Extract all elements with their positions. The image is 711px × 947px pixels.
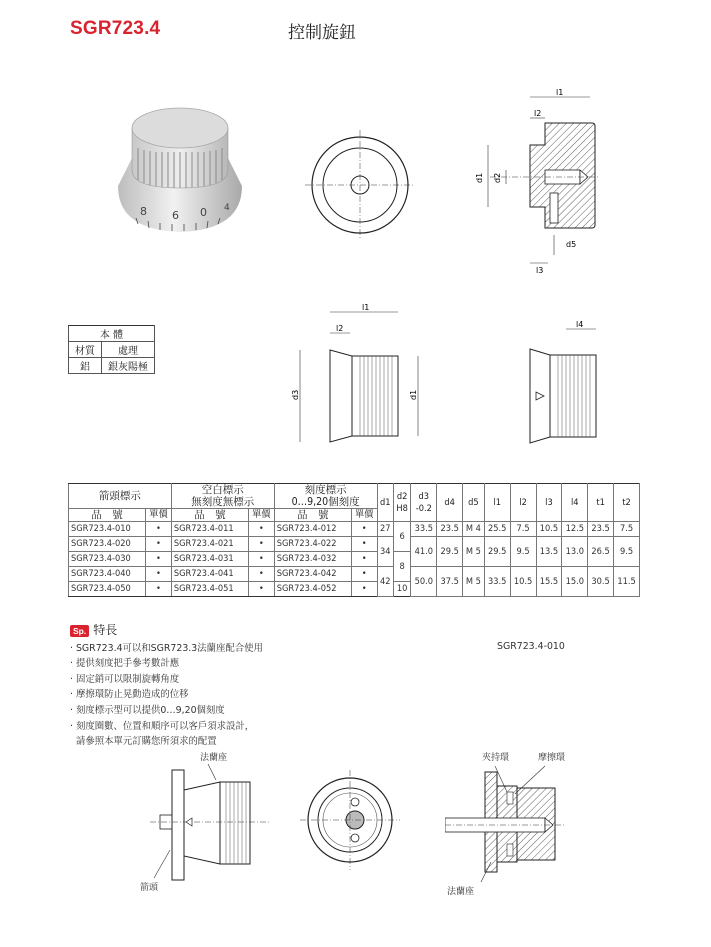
feature-item: · 摩擦環防止晃動造成的位移 — [70, 689, 189, 701]
unit-price: • — [248, 537, 274, 552]
d2-value: 6 — [393, 522, 410, 552]
header-d4: d4 — [437, 484, 463, 522]
header-arrow: 箭頭標示 — [69, 484, 172, 509]
header-d3-tol: -0.2 — [415, 502, 432, 514]
header-part-no: 品 號 — [171, 509, 248, 522]
l3-value: 15.5 — [536, 567, 562, 597]
l4-value: 12.5 — [562, 522, 588, 537]
features-title: 特長 — [93, 623, 118, 637]
feature-item: · SGR723.4可以和SGR723.3法蘭座配合使用 — [70, 642, 263, 654]
header-d1: d1 — [377, 484, 393, 522]
part-no-blank: SGR723.4-051 — [171, 582, 248, 597]
knob-scale-digit: 0 — [200, 206, 207, 219]
unit-price: • — [351, 537, 377, 552]
header-l3: l3 — [536, 484, 562, 522]
d2-value: 8 — [393, 552, 410, 582]
feature-item: · 提供刻度把手參考數計應 — [70, 658, 180, 670]
dim-label: l3 — [536, 266, 544, 275]
table-row — [69, 567, 640, 582]
part-no-blank: SGR723.4-021 — [171, 537, 248, 552]
header-part-no: 品 號 — [274, 509, 351, 522]
header-l2: l2 — [510, 484, 536, 522]
unit-price: • — [146, 522, 172, 537]
header-scale — [274, 484, 377, 509]
d4-value: 23.5 — [437, 522, 463, 537]
d2-value: 10 — [393, 582, 410, 597]
header-part-no: 品 號 — [69, 509, 146, 522]
header-d2 — [393, 484, 410, 522]
knob-scale-digit: 6 — [172, 209, 179, 222]
model-code: SGR723.4 — [70, 18, 161, 39]
material-header: 材質 — [69, 342, 102, 358]
dim-label: l4 — [576, 320, 584, 329]
unit-price: • — [248, 567, 274, 582]
header-d3 — [411, 484, 437, 522]
t2-value: 9.5 — [614, 537, 640, 567]
feature-item: 請參照本單元訂購您所須求的配置 — [70, 736, 217, 748]
part-no-arrow: SGR723.4-030 — [69, 552, 146, 567]
dim-label: d1 — [409, 389, 418, 400]
dim-label: l2 — [534, 109, 542, 118]
d5-value: M 5 — [463, 537, 485, 567]
d5-value: M 5 — [463, 567, 485, 597]
feature-item: · 刻度標示型可以提供0…9,20個刻度 — [70, 704, 225, 716]
part-no-arrow: SGR723.4-050 — [69, 582, 146, 597]
l1-value: 29.5 — [484, 537, 510, 567]
part-no-blank: SGR723.4-031 — [171, 552, 248, 567]
knob-photo — [110, 100, 250, 240]
unit-price: • — [146, 537, 172, 552]
unit-price: • — [351, 582, 377, 597]
page-title: 控制旋鈕 — [288, 23, 356, 43]
side-view-arrow-drawing — [520, 315, 610, 445]
d1-value: 42 — [377, 567, 393, 597]
unit-price: • — [248, 582, 274, 597]
sample-code: SGR723.4-010 — [497, 641, 565, 652]
label-friction-ring: 摩擦環 — [538, 753, 566, 763]
dim-label: l2 — [336, 324, 344, 333]
unit-price: • — [351, 522, 377, 537]
table-row — [69, 522, 640, 537]
part-no-scale: SGR723.4-022 — [274, 537, 351, 552]
dim-label: d1 — [475, 172, 484, 183]
label-arrow: 箭頭 — [140, 883, 159, 893]
label-flange-right: 法蘭座 — [447, 887, 475, 897]
table-row — [69, 537, 640, 552]
assembly-drawing-left — [150, 760, 280, 890]
l1-value: 33.5 — [484, 567, 510, 597]
spec-table — [68, 483, 640, 597]
dim-label: d2 — [493, 172, 502, 183]
part-no-scale: SGR723.4-052 — [274, 582, 351, 597]
part-no-arrow: SGR723.4-010 — [69, 522, 146, 537]
header-unit-price: 單價 — [146, 509, 172, 522]
header-t2: t2 — [614, 484, 640, 522]
header-d2-tol: H8 — [396, 502, 408, 514]
sp-badge: Sp. — [70, 625, 89, 637]
unit-price: • — [146, 582, 172, 597]
label-flange: 法蘭座 — [200, 753, 228, 763]
header-unit-price: 單價 — [248, 509, 274, 522]
material-table-title: 本 體 — [69, 326, 155, 342]
unit-price: • — [351, 567, 377, 582]
assembly-front-view — [300, 770, 400, 870]
material-value: 鋁 — [69, 358, 102, 374]
front-view-drawing — [305, 130, 415, 240]
label-clamp-ring: 夾持環 — [482, 753, 510, 763]
t1-value: 30.5 — [588, 567, 614, 597]
t1-value: 26.5 — [588, 537, 614, 567]
l2-value: 7.5 — [510, 522, 536, 537]
section-drawing-top — [470, 85, 610, 280]
feature-item: · 刻度圈數、位置和順序可以客戶須求設計， — [70, 720, 255, 732]
t1-value: 23.5 — [588, 522, 614, 537]
treatment-value: 銀灰陽極 — [102, 358, 155, 374]
unit-price: • — [146, 567, 172, 582]
l1-value: 25.5 — [484, 522, 510, 537]
header-unit-price: 單價 — [351, 509, 377, 522]
material-table — [68, 325, 155, 374]
l4-value: 13.0 — [562, 537, 588, 567]
dim-label: l1 — [556, 88, 564, 97]
dim-label: d5 — [566, 240, 577, 249]
header-l1: l1 — [484, 484, 510, 522]
d4-value: 29.5 — [437, 537, 463, 567]
part-no-blank: SGR723.4-041 — [171, 567, 248, 582]
unit-price: • — [146, 552, 172, 567]
d3-value: 41.0 — [411, 537, 437, 567]
d5-value: M 4 — [463, 522, 485, 537]
part-no-arrow: SGR723.4-020 — [69, 537, 146, 552]
l3-value: 10.5 — [536, 522, 562, 537]
dim-label: l1 — [362, 303, 370, 312]
d1-value: 27 — [377, 522, 393, 537]
d4-value: 37.5 — [437, 567, 463, 597]
d3-value: 50.0 — [411, 567, 437, 597]
d3-value: 33.5 — [411, 522, 437, 537]
unit-price: • — [351, 552, 377, 567]
header-l4: l4 — [562, 484, 588, 522]
header-d3-label: d3 — [418, 490, 430, 502]
knob-scale-digit: 4 — [224, 203, 230, 213]
features-section — [70, 623, 263, 750]
side-view-scale-drawing — [290, 298, 450, 448]
header-blank-line1: 空白標示 — [201, 484, 244, 496]
l2-value: 9.5 — [510, 537, 536, 567]
feature-item: · 固定銷可以限制旋轉角度 — [70, 673, 180, 685]
part-no-scale: SGR723.4-032 — [274, 552, 351, 567]
assembly-section-right — [445, 762, 595, 887]
header-d5: d5 — [463, 484, 485, 522]
dim-label: d3 — [291, 389, 300, 400]
header-scale-line2: 0…9,20個刻度 — [291, 496, 360, 508]
header-t1: t1 — [588, 484, 614, 522]
d1-value: 34 — [377, 537, 393, 567]
part-no-blank: SGR723.4-011 — [171, 522, 248, 537]
header-blank — [171, 484, 274, 509]
l3-value: 13.5 — [536, 537, 562, 567]
part-no-arrow: SGR723.4-040 — [69, 567, 146, 582]
part-no-scale: SGR723.4-042 — [274, 567, 351, 582]
l4-value: 15.0 — [562, 567, 588, 597]
t2-value: 7.5 — [614, 522, 640, 537]
header-d2-label: d2 — [396, 490, 408, 502]
treatment-header: 處理 — [102, 342, 155, 358]
header-blank-line2: 無刻度無標示 — [191, 496, 255, 508]
part-no-scale: SGR723.4-012 — [274, 522, 351, 537]
t2-value: 11.5 — [614, 567, 640, 597]
knob-scale-digit: 8 — [140, 205, 147, 218]
unit-price: • — [248, 552, 274, 567]
header-scale-line1: 刻度標示 — [304, 484, 347, 496]
unit-price: • — [248, 522, 274, 537]
l2-value: 10.5 — [510, 567, 536, 597]
